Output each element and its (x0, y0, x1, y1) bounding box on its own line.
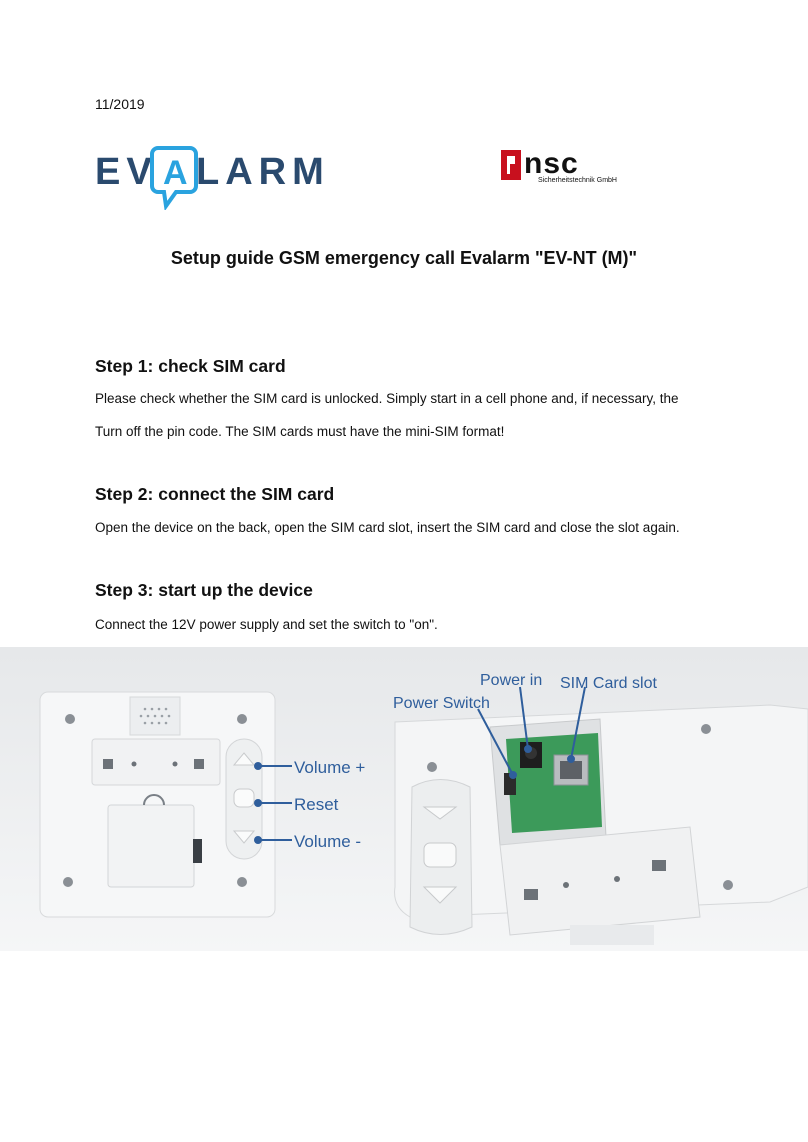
page-title: Setup guide GSM emergency call Evalarm "EV-NT (M)" (170, 248, 638, 268)
step-1-heading: Step 1: check SIM card (95, 356, 286, 376)
document-date: 11/2019 (95, 96, 145, 112)
evalarm-logo (95, 140, 350, 210)
label-power-in: Power in (480, 672, 543, 689)
svg-text:nsc: nsc (524, 147, 579, 180)
step-2-heading: Step 2: connect the SIM card (95, 484, 335, 504)
svg-text:Sicherheitstechnik GmbH: Sicherheitstechnik GmbH (538, 177, 617, 184)
step-1-line-2: Turn off the pin code. The SIM cards must have the mini-SIM format! (95, 424, 505, 439)
svg-text:LARM: LARM (196, 151, 330, 193)
step-1-line-1: Please check whether the SIM card is unlocked. Simply start in a cell phone and, if necessary, the (95, 391, 679, 406)
device-back-view (40, 692, 292, 917)
label-reset: Reset (294, 795, 339, 814)
nsc-logo (498, 146, 636, 186)
step-3-line-1: Connect the 12V power supply and set the switch to "on". (95, 617, 438, 632)
svg-text:EV: EV (95, 151, 158, 193)
step-2-line-1: Open the device on the back, open the SIM card slot, insert the SIM card and close the slot again. (95, 520, 680, 535)
label-volume-up: Volume + (294, 758, 366, 777)
device-photo (0, 647, 808, 951)
svg-text:A: A (163, 154, 188, 192)
label-power-switch: Power Switch (393, 695, 490, 712)
label-sim-slot: SIM Card slot (560, 675, 657, 692)
label-volume-down: Volume - (294, 832, 362, 851)
step-3-heading: Step 3: start up the device (95, 580, 313, 600)
